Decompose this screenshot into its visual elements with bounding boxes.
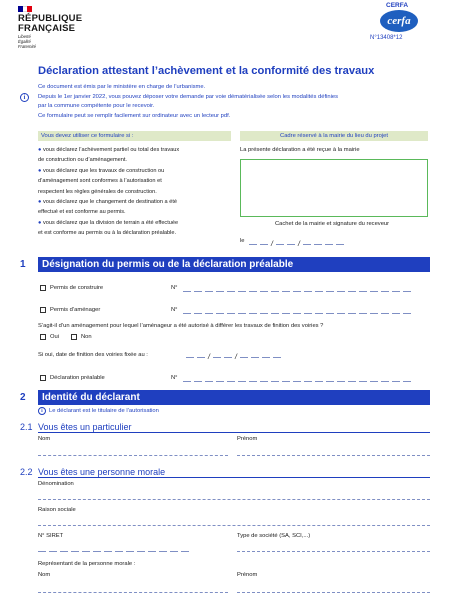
nom-representant-label: Nom — [38, 572, 51, 578]
raison-sociale-field[interactable] — [38, 525, 430, 526]
bullet-1-line-1: vous déclarez l’achèvement partiel ou total des travaux — [42, 147, 180, 153]
info-icon: i — [20, 93, 29, 102]
prenom-field[interactable] — [237, 455, 430, 456]
bullet-3-line-1: vous déclarez que le changement de destination a été — [42, 199, 177, 206]
subsection-2-1-rule — [38, 432, 430, 433]
usage-bullet-1: ● vous déclarez l’achèvement partiel ou total des travaux de construction ou d’aménagement. ● vous déclarez que les travaux de construction ou d’aménagement sont conformes à l’autorisation et respectent les règles générales de construction. ● vous déclarez que le changement de destination a été effectué et est conforme au permis. ● vous déclarez que la division de terrain a été effectuée et est conforme au permis ou à la déclaration préalable. — [38, 145, 231, 239]
received-text: La présente déclaration a été reçue à la mairie — [240, 147, 360, 153]
prenom-representant-field[interactable] — [237, 592, 430, 593]
num-label: N° — [171, 307, 178, 313]
republic-line-2: FRANÇAISE — [18, 23, 76, 34]
bullet-4-line-2: et est conforme au permis ou à la déclaration préalable. — [38, 230, 177, 237]
prenom-representant-label: Prénom — [237, 572, 258, 578]
representant-label: Représentant de la personne morale : — [38, 561, 136, 567]
motto — [18, 35, 36, 49]
bullet-2-line-3: respectent les règles générales de construction. — [38, 188, 157, 195]
motto-egalite: Égalité — [18, 38, 31, 44]
bullet-2-line-1: vous déclarez que les travaux de construction ou — [42, 167, 165, 174]
mairie-stamp-box[interactable] — [240, 159, 428, 217]
stamp-text: Cachet de la mairie et signature du receveur — [275, 221, 390, 227]
republic-line-1: RÉPUBLIQUE — [18, 13, 83, 24]
voiries-date-field[interactable]: / / — [186, 357, 281, 358]
subsection-2-1-number: 2.1 — [20, 422, 33, 432]
nom-label: Nom — [38, 436, 51, 442]
permis-amenager-label: Permis d’aménager — [50, 307, 101, 313]
siret-field[interactable] — [38, 551, 189, 552]
intro-line-1: Ce document est émis par le ministère en charge de l’urbanisme. — [38, 84, 206, 90]
subsection-2-1-title: Vous êtes un particulier — [38, 422, 132, 432]
declaration-prealable-number[interactable] — [183, 381, 411, 382]
type-societe-label: Type de société (SA, SCI,...) — [237, 533, 311, 539]
section-2-number: 2 — [20, 392, 26, 403]
permis-construire-checkbox[interactable] — [40, 285, 46, 291]
subsection-2-2-number: 2.2 — [20, 467, 33, 477]
bullet-3-line-2: effectué et est conforme au permis. — [38, 209, 126, 216]
declarant-note: Le déclarant est le titulaire de l’autorisation — [49, 408, 159, 414]
denomination-label: Dénomination — [38, 481, 74, 487]
intro-line-4: Ce formulaire peut se remplir facilement sur ordinateur avec un lecteur pdf. — [38, 113, 231, 119]
oui-label: Oui — [50, 334, 60, 340]
subsection-2-2-rule — [38, 477, 430, 478]
non-checkbox[interactable] — [71, 334, 77, 340]
reception-date-field[interactable]: / / — [249, 244, 344, 245]
section-2-title: Identité du déclarant — [38, 390, 430, 405]
bullet-1-line-2: de construction ou d’aménagement. — [38, 157, 127, 164]
cerfa-logo: cerfa — [380, 10, 418, 32]
num-label: N° — [171, 285, 178, 291]
republique-francaise-logo — [18, 14, 82, 34]
declaration-prealable-checkbox[interactable] — [40, 375, 46, 381]
siret-label: N° SIRET — [38, 533, 64, 539]
nom-representant-field[interactable] — [38, 592, 228, 593]
permis-construire-label: Permis de construire — [50, 285, 104, 291]
permis-amenager-number[interactable] — [183, 313, 411, 314]
date-prefix: le — [240, 238, 245, 244]
french-flag-icon — [18, 6, 32, 12]
non-label: Non — [81, 334, 92, 340]
oui-checkbox[interactable] — [40, 334, 46, 340]
voiries-date-label: Si oui, date de finition des voiries fixée au : — [38, 352, 148, 358]
subsection-2-2-title: Vous êtes une personne morale — [38, 467, 166, 477]
type-societe-field[interactable] — [237, 551, 430, 552]
section-1-title: Désignation du permis ou de la déclaration préalable — [38, 257, 430, 272]
permis-amenager-checkbox[interactable] — [40, 307, 46, 313]
intro-line-2: Depuis le 1er janvier 2022, vous pouvez déposer votre demande par voie dématérialisée selon les modalités définies — [38, 94, 339, 100]
num-label: N° — [171, 375, 178, 381]
cerfa-label: CERFA — [386, 2, 409, 9]
section-1-number: 1 — [20, 259, 26, 270]
usage-header: Vous devez utiliser ce formulaire si : — [38, 131, 231, 141]
nom-field[interactable] — [38, 455, 228, 456]
bullet-4-line-1: vous déclarez que la division de terrain a été effectuée — [42, 219, 179, 226]
mairie-header: Cadre réservé à la mairie du lieu du projet — [240, 131, 428, 141]
cerfa-number: N°13408*12 — [370, 35, 403, 41]
voiries-question: S’agit-il d’un aménagement pour lequel l’aménageur a été autorisé à différer les travaux de finition des voiries ? — [38, 323, 324, 329]
permis-construire-number[interactable] — [183, 291, 411, 292]
motto-liberte: Liberté — [18, 34, 31, 39]
form-title: Déclaration attestant l’achèvement et la conformité des travaux — [38, 65, 375, 77]
bullet-2-line-2: d’aménagement sont conformes à l’autorisation et — [38, 178, 162, 185]
raison-sociale-label: Raison sociale — [38, 507, 76, 513]
info-icon: i — [38, 407, 46, 415]
intro-line-3: par la commune compétente pour le recevoir. — [38, 103, 155, 109]
denomination-field[interactable] — [38, 499, 430, 500]
prenom-label: Prénom — [237, 436, 258, 442]
motto-fraternite: Fraternité — [18, 43, 36, 49]
declaration-prealable-label: Déclaration préalable — [50, 375, 105, 381]
